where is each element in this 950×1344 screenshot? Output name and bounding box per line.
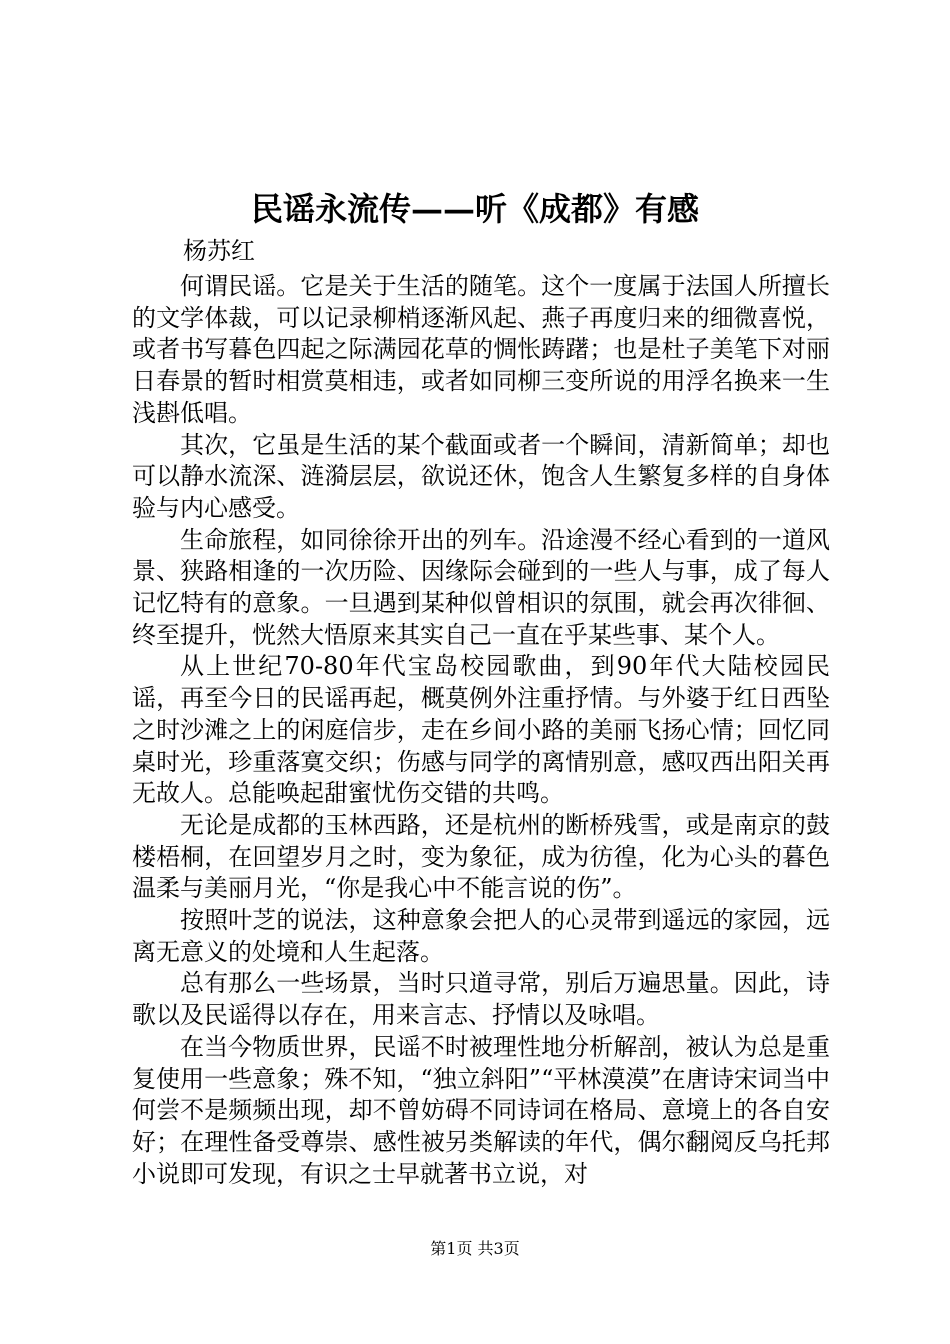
document-body <box>132 271 830 1190</box>
paragraph: 从上世纪70-80年代宝岛校园歌曲，到90年代大陆校园民谣，再至今日的民谣再起，概莫例外注重抒情。与外婆于红日西坠之时沙滩之上的闲庭信步，走在乡间小路的美丽飞扬心情；回忆同桌时光，珍重落寞交织；伤感与同学的离情别意，感叹西出阳关再无故人。总能唤起甜蜜忧伤交错的共鸣。 <box>132 652 830 808</box>
paragraph: 总有那么一些场景，当时只道寻常，别后万遍思量。因此，诗歌以及民谣得以存在，用来言志、抒情以及咏唱。 <box>132 969 830 1030</box>
paragraph: 无论是成都的玉林西路，还是杭州的断桥残雪，或是南京的鼓楼梧桐，在回望岁月之时，变为象征，成为彷徨，化为心头的暮色温柔与美丽月光，“你是我心中不能言说的伤”。 <box>132 810 830 903</box>
paragraph: 其次，它虽是生活的某个截面或者一个瞬间，清新简单；却也可以静水流深、涟漪层层，欲说还休，饱含人生繁复多样的自身体验与内心感受。 <box>132 430 830 522</box>
document-title: 民谣永流传——听《成都》有感 <box>250 190 699 228</box>
paragraph: 在当今物质世界，民谣不时被理性地分析解剖，被认为总是重复使用一些意象；殊不知，“独立斜阳”“平林漠漠”在唐诗宋词当中何尝不是频频出现，却不曾妨碍不同诗词在格局、意境上的各自安好；在理性备受尊崇、感性被另类解读的年代，偶尔翻阅反乌托邦小说即可发现，有识之士早就著书立说，对 <box>132 1032 830 1188</box>
author-name: 杨苏红 <box>183 237 255 265</box>
paragraph: 生命旅程，如同徐徐开出的列车。沿途漫不经心看到的一道风景、狭路相逢的一次历险、因缘际会碰到的一些人与事，成了每人记忆特有的意象。一旦遇到某种似曾相识的氛围，就会再次徘徊、终至提升，恍然大悟原来其实自己一直在乎某些事、某个人。 <box>132 525 830 649</box>
paragraph: 按照叶芝的说法，这种意象会把人的心灵带到遥远的家园，远离无意义的处境和人生起落。 <box>132 906 830 966</box>
paragraph: 何谓民谣。它是关于生活的随笔。这个一度属于法国人所擅长的文学体裁，可以记录柳梢逐渐风起、燕子再度归来的细微喜悦，或者书写暮色四起之际满园花草的惆怅踌躇；也是杜子美笔下对丽日春景的暂时相赏莫相违，或者如同柳三变所说的用浮名换来一生浅斟低唱。 <box>132 272 830 427</box>
page-number-footer: 第1页 共3页 <box>430 1239 520 1258</box>
